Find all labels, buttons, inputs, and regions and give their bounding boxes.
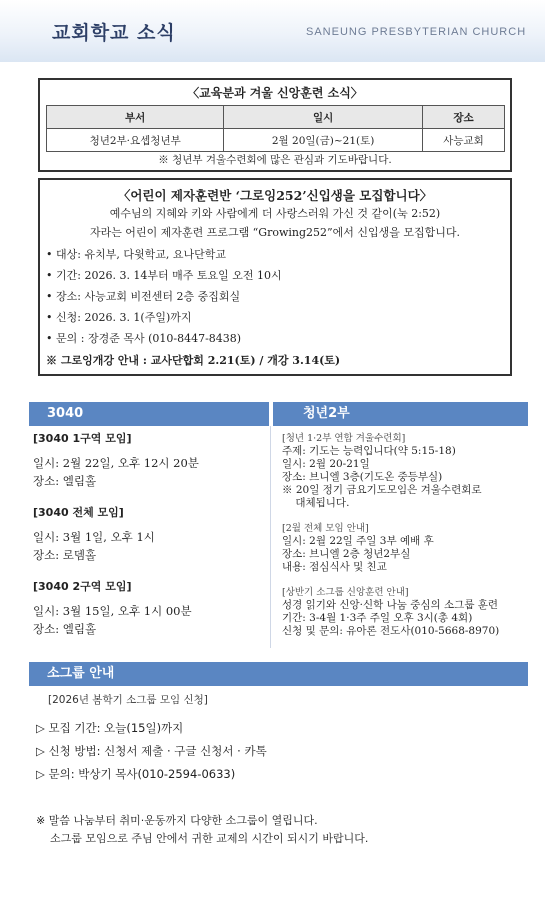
- notice-line: 주제: 기도는 능력입니다(약 5:15-18): [282, 445, 456, 457]
- growing-details-list: [46, 244, 510, 349]
- notice-line: 내용: 점심식사 및 친교: [282, 561, 387, 573]
- youth-notice: [282, 522, 522, 574]
- meeting-group: [33, 430, 273, 490]
- table-cell: 2월 20일(금)~21(토): [224, 129, 423, 152]
- meeting-line: 일시: 3월 1일, 오후 1시: [33, 530, 155, 544]
- section-bar-3040: 3040: [29, 402, 269, 426]
- page-title: 교회학교 소식: [52, 22, 176, 44]
- table-header-row: [47, 106, 505, 129]
- notice-line: 대체됩니다.: [282, 497, 350, 509]
- meeting-line: 장소: 엘림홀: [33, 622, 97, 636]
- meeting-group-title: [3040 전체 모임]: [33, 506, 124, 519]
- meeting-line: 장소: 로뎀홀: [33, 548, 97, 562]
- growing-intro: [40, 204, 510, 242]
- intro-line: 예수님의 지혜와 키와 사람에게 더 사랑스러워 가신 것 같이(눅 2:52): [109, 207, 441, 220]
- notice-line: 일시: 2월 22일 주일 3부 예배 후: [282, 535, 434, 547]
- smallgroup-content: [36, 692, 516, 848]
- meeting-group-title: [3040 1구역 모임]: [33, 432, 132, 445]
- meeting-group: [33, 578, 273, 638]
- youth-notice-title: [2월 전체 모임 안내]: [282, 523, 369, 534]
- youth-notice: [282, 586, 522, 638]
- list-item: • 기간: 2026. 3. 14부터 매주 토요일 오전 10시: [46, 265, 510, 286]
- intro-line: 자라는 어린이 제자훈련 프로그램 “Growing252”에서 신입생을 모집합니다.: [89, 226, 461, 239]
- section-youth2-content: [282, 432, 522, 650]
- notice-line: 성경 읽기와 신앙·신학 나눔 중심의 소그룹 훈련: [282, 599, 499, 611]
- table-cell: 사능교회: [422, 129, 504, 152]
- list-item: • 장소: 사능교회 비전센터 2층 중집회실: [46, 286, 510, 307]
- church-name-english: SANEUNG PRESBYTERIAN CHURCH: [306, 26, 527, 38]
- notice-line: 일시: 2월 20-21일: [282, 458, 370, 470]
- section-bar-youth2: 청년2부: [273, 402, 528, 426]
- list-item: • 문의 : 장경준 목사 (010-8447-8438): [46, 328, 510, 349]
- meeting-line: 일시: 2월 22일, 오후 12시 20분: [33, 456, 199, 470]
- note-line: ※ 말씀 나눔부터 취미·운동까지 다양한 소그룹이 열립니다.: [36, 814, 318, 827]
- notice-line: 장소: 브니엘 3층(기도온 중등부실): [282, 471, 443, 483]
- meeting-group-title: [3040 2구역 모임]: [33, 580, 132, 593]
- smallgroup-item: ▷ 신청 방법: 신청서 제출 · 구글 신청서 · 카톡: [36, 744, 267, 758]
- edu-box-note: ※ 청년부 겨울수련회에 많은 관심과 기도바랍니다.: [158, 154, 392, 166]
- smallgroup-item: ▷ 문의: 박상기 목사(010-2594-0633): [36, 767, 236, 781]
- column-header: 부서: [47, 106, 224, 129]
- table-row: [47, 129, 505, 152]
- note-line: 소그룹 모임으로 주님 안에서 귀한 교제의 시간이 되시기 바랍니다.: [36, 832, 369, 845]
- youth-notice: [282, 432, 522, 510]
- growing252-box: [38, 178, 512, 376]
- table-cell: 청년2부·요셉청년부: [47, 129, 224, 152]
- section-3040-content: [33, 430, 273, 638]
- section-bar-smallgroup: 소그룹 안내: [29, 662, 528, 686]
- edu-box-heading: 〈교육분과 겨울 신앙훈련 소식〉: [187, 86, 363, 100]
- growing-box-heading: 〈어린이 제자훈련반 ‘그로잉252’신입생을 모집합니다〉: [117, 188, 433, 203]
- list-item: • 대상: 유치부, 다윗학교, 요나단학교: [46, 244, 510, 265]
- smallgroup-note: [36, 812, 516, 848]
- youth-notice-title: [상반기 소그룹 신앙훈련 안내]: [282, 587, 409, 598]
- notice-line: ※ 20일 정기 금요기도모임은 겨울수련회로: [282, 484, 482, 496]
- growing-footer-note: ※ 그로잉개강 안내 : 교사단합회 2.21(토) / 개강 3.14(토): [46, 354, 341, 367]
- notice-line: 기간: 3-4월 1·3주 주일 오후 3시(총 4회): [282, 612, 473, 624]
- notice-line: 장소: 브니엘 2층 청년2부실: [282, 548, 411, 560]
- page-header: [0, 0, 545, 62]
- notice-line: 신청 및 문의: 유아론 전도사(010-5668-8970): [282, 625, 500, 637]
- edu-schedule-table: [46, 105, 505, 152]
- edu-winter-training-box: [38, 78, 512, 172]
- meeting-line: 일시: 3월 15일, 오후 1시 00분: [33, 604, 192, 618]
- smallgroup-subtitle: [2026년 봄학기 소그룹 모임 신청]: [48, 694, 208, 706]
- youth-notice-title: [청년 1·2부 연합 겨울수련회]: [282, 433, 406, 444]
- column-divider: [270, 426, 271, 648]
- meeting-group: [33, 504, 273, 564]
- meeting-line: 장소: 엘림홀: [33, 474, 97, 488]
- list-item: • 신청: 2026. 3. 1(주일)까지: [46, 307, 510, 328]
- column-header: 일시: [224, 106, 423, 129]
- smallgroup-item: ▷ 모집 기간: 오늘(15일)까지: [36, 721, 184, 735]
- column-header: 장소: [422, 106, 504, 129]
